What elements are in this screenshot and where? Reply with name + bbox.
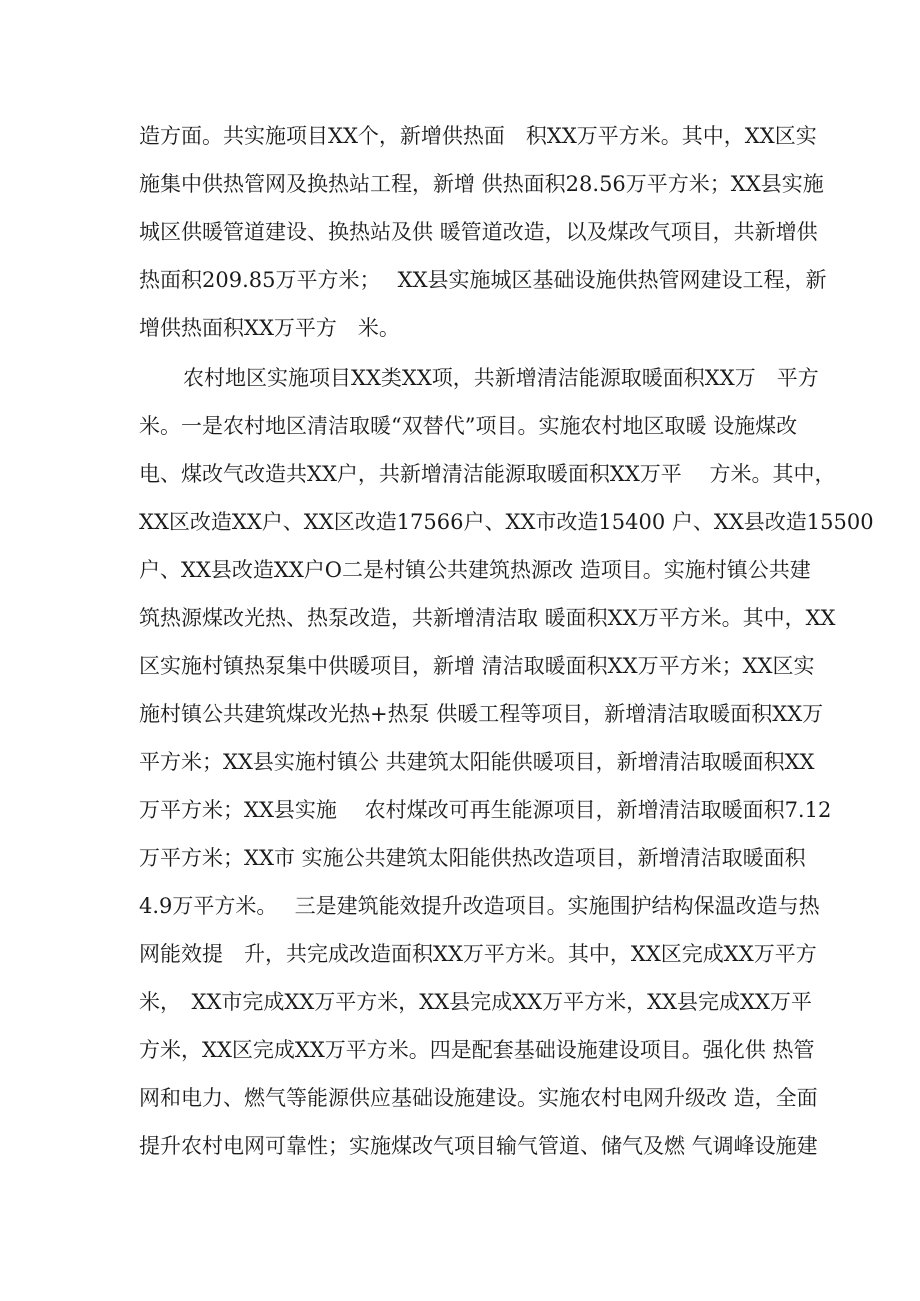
text-line: 施村镇公共建筑煤改光热+热泵 供暖工程等项目，新增清洁取暖面积XX万	[139, 702, 824, 726]
text-line: 增供热面积XX万平方 米。	[139, 316, 400, 340]
text-line: 米。一是农村地区清洁取暖“双替代”项目。实施农村地区取暖 设施煤改	[139, 414, 798, 438]
text-line: 平方米；XX县实施村镇公 共建筑太阳能供暖项目，新增清洁取暖面积XX	[139, 750, 815, 774]
text-line: 网和电力、燃气等能源供应基础设施建设。实施农村电网升级改 造，全面	[139, 1086, 818, 1110]
text-line: 造方面。共实施项目XX个，新增供热面 积XX万平方米。其中，XX区实	[139, 124, 817, 148]
text-line: 4.9万平方米。 三是建筑能效提升改造项目。实施围护结构保温改造与热	[139, 894, 820, 918]
text-line: 热面积209.85万平方米； XX县实施城区基础设施供热管网建设工程，新	[139, 268, 827, 292]
text-line: 网能效提 升，共完成改造面积XX万平方米。其中，XX区完成XX万平方	[139, 942, 817, 966]
text-line: 区实施村镇热泵集中供暖项目，新增 清洁取暖面积XX万平方米；XX区实	[139, 654, 815, 678]
text-line: 万平方米；XX市 实施公共建筑太阳能供热改造项目，新增清洁取暖面积	[139, 846, 806, 870]
text-line: 万平方米；XX县实施 农村煤改可再生能源项目，新增清洁取暖面积7.12	[139, 798, 832, 822]
text-line: XX区改造XX户、XX区改造17566户、XX市改造15400 户、XX县改造15500	[139, 510, 874, 534]
text-line: 筑热源煤改光热、热泵改造，共新增清洁取 暖面积XX万平方米。其中，XX	[139, 606, 836, 630]
text-line: 方米，XX区完成XX万平方米。四是配套基础设施建设项目。强化供 热管	[139, 1038, 815, 1062]
text-line: 城区供暖管道建设、换热站及供 暖管道改造，以及煤改气项目，共新增供	[139, 220, 818, 244]
text-line: 农村地区实施项目XX类XX项，共新增清洁能源取暖面积XX万 平方	[183, 366, 819, 390]
text-line: 施集中供热管网及换热站工程，新增 供热面积28.56万平方米；XX县实施	[139, 172, 824, 196]
text-line: 电、煤改气改造共XX户，共新增清洁能源取暖面积XX万平 方米。其中，	[139, 462, 836, 486]
text-line: 户、XX县改造XX户O二是村镇公共建筑热源改 造项目。实施村镇公共建	[139, 558, 811, 582]
text-line: 提升农村电网可靠性；实施煤改气项目输气管道、储气及燃 气调峰设施建	[139, 1134, 818, 1158]
text-line: 米， XX市完成XX万平方米，XX县完成XX万平方米，XX县完成XX万平	[139, 990, 812, 1014]
